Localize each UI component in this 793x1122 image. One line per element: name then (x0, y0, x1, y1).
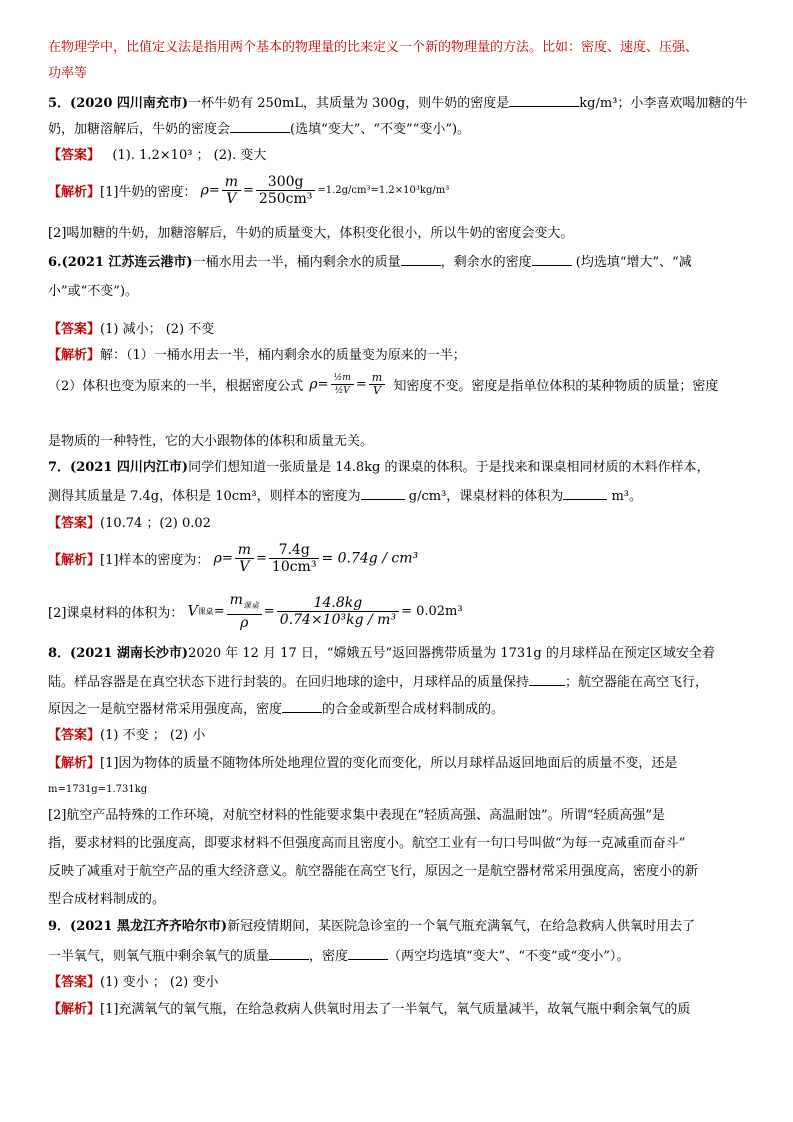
q6-blank-1[interactable] (401, 251, 441, 266)
q7-stem-line-1: 7．(2021 四川内江市)同学们想知道一张质量是 14.8kg 的课桌的体积。于是找来和课桌相同材质的木料作样本， (48, 460, 710, 475)
q8-analysis-line-3: [2]航空产品特殊的工作环境，对航空材料的性能要求集中表现在“轻质高强、高温耐蚀”。所谓“轻质高强”是 (48, 808, 665, 823)
q8-analysis-line-6: 型合成材料制成的。 (48, 892, 166, 907)
q9-answer: 【答案】(1) 变小 ； (2) 变小 (48, 975, 219, 990)
q6-answer: 【答案】(1) 减小； (2) 不变 (48, 322, 215, 337)
q7-analysis-equation-2: [2]课桌材料的体积为： V课桌= $\frac{m_{课桌}}{\rho}$ = $\frac{14.8kg}{\text{0.74×10³kg / m³}}$ = 0.02m³ (48, 592, 463, 631)
intro-line-2: 功率等 (48, 66, 88, 81)
q7-analysis-equation-1: 【解析】[1]样本的密度为： ρ= $\frac{m}{V}$ = $\frac{7.4g}{\text{10cm³}}$ = 0.74g / cm³ (48, 542, 419, 575)
q6-stem-line-1: 6.(2021 江苏连云港市)一桶水用去一半，桶内剩余水的质量 ，剩余水的密度 (均选填“增大”、“减 (48, 251, 748, 273)
q8-stem-line-3: 原因之一是航空器材常采用强度高，密度 的合金或新型合成材料制成的。 (48, 698, 748, 720)
q8-analysis-line-4: 指，要求材料的比强度高，即要求材料不但强度高而且密度小。航空工业有一句口号叫做“为每一克减重而奋斗” (48, 836, 686, 851)
q6-density-formula: ρ= $\frac{\text{½m}}{\text{½V}}$ = $\frac{m}{V}$ (309, 372, 387, 397)
q6-analysis-line-3: 是物质的一种特性，它的大小跟物体的体积和质量无关。 (48, 434, 374, 449)
q6-stem-line-2: 小”或“不变”)。 (48, 284, 139, 299)
q5-fraction-values: $\frac{300g}{\text{250cm³}}$ (256, 174, 315, 207)
q5-source: (2020 四川南充市) (70, 96, 189, 111)
q5-answer: 【答案】 (1). 1.2×10³ ； (2). 变大 (48, 148, 267, 163)
q9-blank-1[interactable] (269, 945, 309, 960)
q8-analysis-line-5: 反映了减重对于航空产品的重大经济意义。航空器能在高空飞行，原因之一是航空器材常采用强度高，密度小的新 (48, 864, 699, 879)
q7-stem-line-2: 测得其质量是 7.4g，体积是 10cm³，则样本的密度为 g/cm³，课桌材料的体积为 m³。 (48, 485, 748, 507)
q9-analysis-line-1: 【解析】[1]充满氧气的氧气瓶，在给急救病人供氧时用去了一半氧气，氧气质量减半，故氧气瓶中剩余氧气的质 (48, 1002, 691, 1017)
q5-number: 5． (48, 96, 71, 111)
q8-stem-line-2: 陆。样品容器是在真空状态下进行封装的。在回归地球的途中，月球样品的质量保持 ；航空器能在高空飞行， (48, 671, 748, 693)
q5-blank-1[interactable] (509, 92, 579, 107)
q5-analysis-equation: 【解析】[1]牛奶的密度： ρ= $\frac{m}{V}$ = $\frac{300g}{\text{250cm³}}$ =1.2g/cm³=1.2×10³kg/m³ (48, 174, 450, 207)
q6-analysis-line-1: 【解析】解：（1）一桶水用去一半，桶内剩余水的质量变为原来的一半； (48, 348, 466, 363)
q9-blank-2[interactable] (348, 945, 388, 960)
q8-answer: 【答案】(1) 不变 ； (2) 小 (48, 728, 206, 743)
q5-analysis-line-2: [2]喝加糖的牛奶，加糖溶解后，牛奶的质量变大，体积变化很小，所以牛奶的密度会变大。 (48, 226, 574, 241)
q8-analysis-line-1: 【解析】[1]因为物体的质量不随物体所处地理位置的变化而变化，所以月球样品返回地面后的质量不变，还是 (48, 756, 678, 771)
intro-line-1: 在物理学中，比值定义法是指用两个基本的物理量的比来定义一个新的物理量的方法。比如：密度、速度、压强、 (48, 40, 699, 55)
q9-stem-line-1: 9．(2021 黑龙江齐齐哈尔市)新冠疫情期间，某医院急诊室的一个氧气瓶充满氧气，在给急救病人供氧时用去了 (48, 919, 696, 934)
q8-analysis-line-2: m=1731g=1.731kg (48, 784, 148, 795)
q8-stem-line-1: 8．(2021 湖南长沙市)2020 年 12 月 17 日，“嫦娥五号”返回器携带质量为 1731g 的月球样品在预定区域安全着 (48, 646, 715, 661)
q6-analysis-line-2: （2）体积也变为原来的一半，根据密度公式 ρ= $\frac{\text{½m}}{\text{½V}}$ = $\frac{m}{V}$ 知密度不变。密度是指单位体积的某种物质的质量；密度 (48, 371, 719, 397)
answer-label: 【答案】 (48, 148, 101, 163)
q5-stem-line-1: 5．(2020 四川南充市)一杯牛奶有 250mL，其质量为 300g，则牛奶的密度是 kg/m³；小李喜欢喝加糖的牛 (48, 92, 748, 114)
q8-blank-1[interactable] (529, 671, 565, 686)
q8-blank-2[interactable] (282, 698, 322, 713)
q5-fraction-mv: $\frac{m}{V}$ (222, 174, 241, 207)
q7-blank-2[interactable] (563, 485, 607, 500)
q5-blank-2[interactable] (230, 118, 290, 133)
q5-stem-line-2: 奶，加糖溶解后，牛奶的密度会 (选填“变大”、“不变”“变小”)。 (48, 118, 748, 140)
q6-blank-2[interactable] (532, 251, 572, 266)
q7-answer: 【答案】(10.74 ；(2) 0.02 (48, 516, 211, 531)
q9-stem-line-2: 一半氧气，则氧气瓶中剩余氧气的质量 ，密度 （两空均选填“变大”、“不变”或“变小”）。 (48, 945, 748, 967)
q7-blank-1[interactable] (361, 485, 405, 500)
analysis-label: 【解析】 (48, 185, 101, 200)
